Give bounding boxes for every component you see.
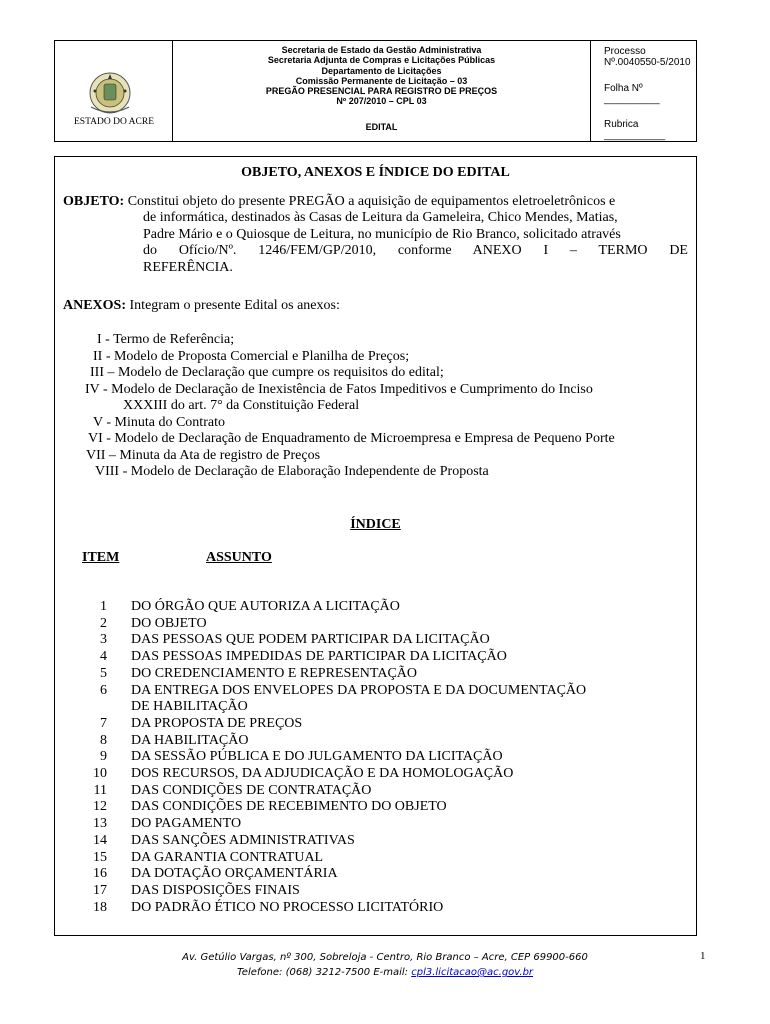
doc-type: EDITAL — [365, 122, 398, 132]
toc-item-title: DA SESSÃO PÚBLICA E DO JULGAMENTO DA LICITAÇÃO — [131, 749, 503, 765]
email-link[interactable]: cpl3.licitacao@ac.gov.br — [411, 967, 534, 978]
org-lines — [173, 45, 590, 107]
org-line: Secretaria de Estado da Gestão Administrativa — [281, 45, 482, 55]
assunto-column-header: ASSUNTO — [206, 550, 272, 565]
toc-item-number: 9 — [100, 749, 107, 765]
objeto-line: do Ofício/Nº. 1246/FEM/GP/2010, conforme ANEXO I – TERMO DE — [143, 243, 688, 259]
toc-item-number: 18 — [93, 899, 107, 915]
objeto-label: OBJETO: — [63, 194, 125, 209]
objeto-line: Constitui objeto do presente PREGÃO a aquisição de equipamentos eletroeletrônicos e — [127, 194, 616, 209]
toc-item-number: 13 — [93, 816, 107, 832]
toc-item-number: 15 — [93, 849, 107, 865]
header-right-cell — [591, 41, 696, 141]
toc-item-title: DO ÓRGÃO QUE AUTORIZA A LICITAÇÃO — [131, 599, 400, 614]
annex-item: I - Termo de Referência; — [97, 332, 235, 347]
toc-item-number: 14 — [93, 832, 107, 848]
annex-item: V - Minuta do Contrato — [93, 414, 225, 430]
toc-item-title: DAS PESSOAS IMPEDIDAS DE PARTICIPAR DA LICITAÇÃO — [131, 649, 507, 665]
toc-item-number: 2 — [100, 615, 107, 631]
annex-item: VII – Minuta da Ata de registro de Preços — [86, 447, 321, 463]
toc-item-number: 8 — [100, 732, 107, 748]
toc-item-title: DAS CONDIÇÕES DE RECEBIMENTO DO OBJETO — [131, 799, 447, 815]
section-title: OBJETO, ANEXOS E ÍNDICE DO EDITAL — [241, 165, 510, 180]
header-center-cell — [173, 41, 591, 141]
org-line: Departamento de Licitações — [321, 65, 442, 76]
toc-item-title: DA HABILITAÇÃO — [131, 732, 249, 748]
toc-item-title: DE HABILITAÇÃO — [131, 699, 248, 715]
indice-title: ÍNDICE — [350, 517, 401, 532]
objeto-line: de informática, destinados às Casas de Leitura da Gameleira, Chico Mendes, Matias, — [143, 210, 618, 226]
objeto-line: REFERÊNCIA. — [143, 259, 233, 275]
toc-item-title: DAS DISPOSIÇÕES FINAIS — [131, 882, 300, 898]
toc-item-number: 12 — [93, 799, 107, 815]
toc-item-number: 3 — [100, 632, 107, 648]
page-footer — [0, 950, 770, 980]
annex-item: VI - Modelo de Declaração de Enquadramento de Microempresa e Empresa de Pequeno Porte — [88, 431, 615, 446]
content-box — [54, 156, 697, 936]
toc-item-title: DAS SANÇÕES ADMINISTRATIVAS — [131, 832, 355, 848]
toc-item-title: DOS RECURSOS, DA ADJUDICAÇÃO E DA HOMOLOGAÇÃO — [131, 766, 514, 781]
objeto-paragraph — [63, 194, 688, 276]
document-header — [54, 40, 697, 142]
toc-item-title: DA PROPOSTA DE PREÇOS — [131, 715, 303, 731]
toc-item-title: DAS PESSOAS QUE PODEM PARTICIPAR DA LICITAÇÃO — [131, 632, 490, 648]
toc-item-title: DO PAGAMENTO — [131, 816, 242, 832]
org-line: Comissão Permanente de Licitação – 03 — [295, 75, 468, 86]
toc-item-number: 11 — [93, 782, 107, 798]
annex-item: II - Modelo de Proposta Comercial e Planilha de Preços; — [93, 348, 410, 364]
state-name: ESTADO DO ACRE — [74, 117, 154, 127]
footer-contact — [0, 965, 770, 980]
toc-item-number: 4 — [100, 649, 107, 665]
anexos-text: Integram o presente Edital os anexos: — [129, 298, 340, 313]
toc-item-number: 10 — [93, 766, 107, 781]
annex-item: IV - Modelo de Declaração de Inexistência de Fatos Impeditivos e Cumprimento do Inciso — [85, 381, 593, 397]
toc-item-title: DAS CONDIÇÕES DE CONTRATAÇÃO — [131, 782, 372, 798]
annex-item: VIII - Modelo de Declaração de Elaboração Independente de Proposta — [95, 464, 489, 479]
header-left-cell — [55, 41, 173, 141]
rubrica-field: Rubrica ___________ — [604, 119, 666, 141]
footer-address: Av. Getúlio Vargas, nº 300, Sobreloja - Centro, Rio Branco – Acre, CEP 69900-660 — [182, 952, 588, 963]
org-line: PREGÃO PRESENCIAL PARA REGISTRO DE PREÇOS — [265, 86, 498, 97]
toc-item-title: DO PADRÃO ÉTICO NO PROCESSO LICITATÓRIO — [131, 899, 444, 915]
toc-item-number: 6 — [100, 682, 107, 698]
toc-item-title: DA ENTREGA DOS ENVELOPES DA PROPOSTA E DA DOCUMENTAÇÃO — [131, 682, 587, 698]
toc-item-title: DA GARANTIA CONTRATUAL — [131, 849, 324, 865]
item-column-header: ITEM — [82, 550, 120, 565]
processo-number: Processo Nº.0040550-5/2010 — [604, 46, 691, 68]
footer-phone: Telefone: (068) 3212-7500 E-mail: — [236, 967, 412, 978]
state-seal-icon — [85, 69, 135, 119]
toc-item-number: 16 — [93, 866, 107, 882]
folha-field: Folha Nº __________ — [604, 83, 660, 105]
objeto-line: Padre Mário e o Quiosque de Leitura, no município de Rio Branco, solicitado através — [143, 226, 621, 242]
toc-item-number: 1 — [100, 599, 107, 614]
toc-item-number: 5 — [100, 665, 107, 681]
toc-item-title: DO OBJETO — [131, 615, 207, 631]
annex-item: III – Modelo de Declaração que cumpre os requisitos do edital; — [90, 365, 444, 380]
annex-item: XXXIII do art. 7° da Constituição Federal — [123, 398, 360, 413]
toc-item-number: 17 — [93, 882, 107, 898]
anexos-paragraph — [63, 298, 340, 314]
toc-item-number: 7 — [100, 715, 107, 731]
anexos-label: ANEXOS: — [63, 298, 127, 313]
toc-item-title: DO CREDENCIAMENTO E REPRESENTAÇÃO — [131, 665, 418, 681]
org-line: Nº 207/2010 – CPL 03 — [336, 96, 427, 107]
page-number: 1 — [700, 950, 706, 962]
toc-item-title: DA DOTAÇÃO ORÇAMENTÁRIA — [131, 866, 338, 882]
org-line: Secretaria Adjunta de Compras e Licitações Públicas — [267, 55, 496, 66]
